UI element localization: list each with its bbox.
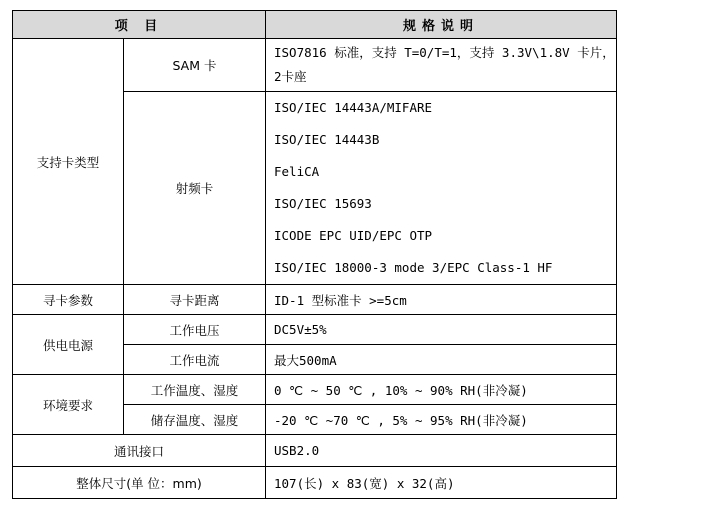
category-search: 寻卡参数	[13, 285, 124, 315]
label-store-temp: 储存温度、湿度	[124, 405, 266, 435]
header-item: 项 目	[13, 11, 266, 39]
value-work-temp: 0 ℃ ~ 50 ℃ , 10% ~ 90% RH(非冷凝)	[266, 375, 617, 405]
table-row	[13, 285, 617, 315]
header-row	[13, 11, 617, 39]
rf-standard: ISO/IEC 14443A/MIFARE	[274, 100, 433, 115]
value-search-distance: ID-1 型标准卡 >=5cm	[266, 285, 617, 315]
table-row	[13, 39, 617, 92]
label-work-temp: 工作温度、湿度	[124, 375, 266, 405]
category-size: 整体尺寸(单 位：mm)	[13, 467, 266, 499]
value-sam-card: ISO7816 标准，支持 T=0/T=1，支持 3.3V\1.8V 卡片，2卡座	[266, 39, 617, 92]
value-store-temp: -20 ℃ ~70 ℃ , 5% ~ 95% RH(非冷凝)	[266, 405, 617, 435]
category-card-type: 支持卡类型	[13, 39, 124, 285]
category-comm: 通讯接口	[13, 435, 266, 467]
table-row	[13, 315, 617, 345]
rf-standard: ICODE EPC UID/EPC OTP	[274, 228, 433, 243]
rf-standard: ISO/IEC 15693	[274, 196, 372, 211]
spec-table	[12, 10, 617, 499]
value-rf-card	[266, 92, 617, 285]
label-rf-card: 射频卡	[124, 92, 266, 285]
value-comm: USB2.0	[266, 435, 617, 467]
rf-standard: ISO/IEC 14443B	[274, 132, 380, 147]
rf-standard: ISO/IEC 18000-3 mode 3/EPC Class-1 HF	[274, 260, 553, 275]
category-power: 供电电源	[13, 315, 124, 375]
header-spec: 规格说明	[266, 11, 617, 39]
table-row	[13, 467, 617, 499]
label-search-distance: 寻卡距离	[124, 285, 266, 315]
label-sam-card: SAM 卡	[124, 39, 266, 92]
label-voltage: 工作电压	[124, 315, 266, 345]
category-environment: 环境要求	[13, 375, 124, 435]
value-voltage: DC5V±5%	[266, 315, 617, 345]
table-row	[13, 435, 617, 467]
value-size: 107(长) x 83(宽) x 32(高)	[266, 467, 617, 499]
table-row	[13, 375, 617, 405]
label-current: 工作电流	[124, 345, 266, 375]
value-current: 最大500mA	[266, 345, 617, 375]
rf-standard: FeliCA	[274, 164, 320, 179]
